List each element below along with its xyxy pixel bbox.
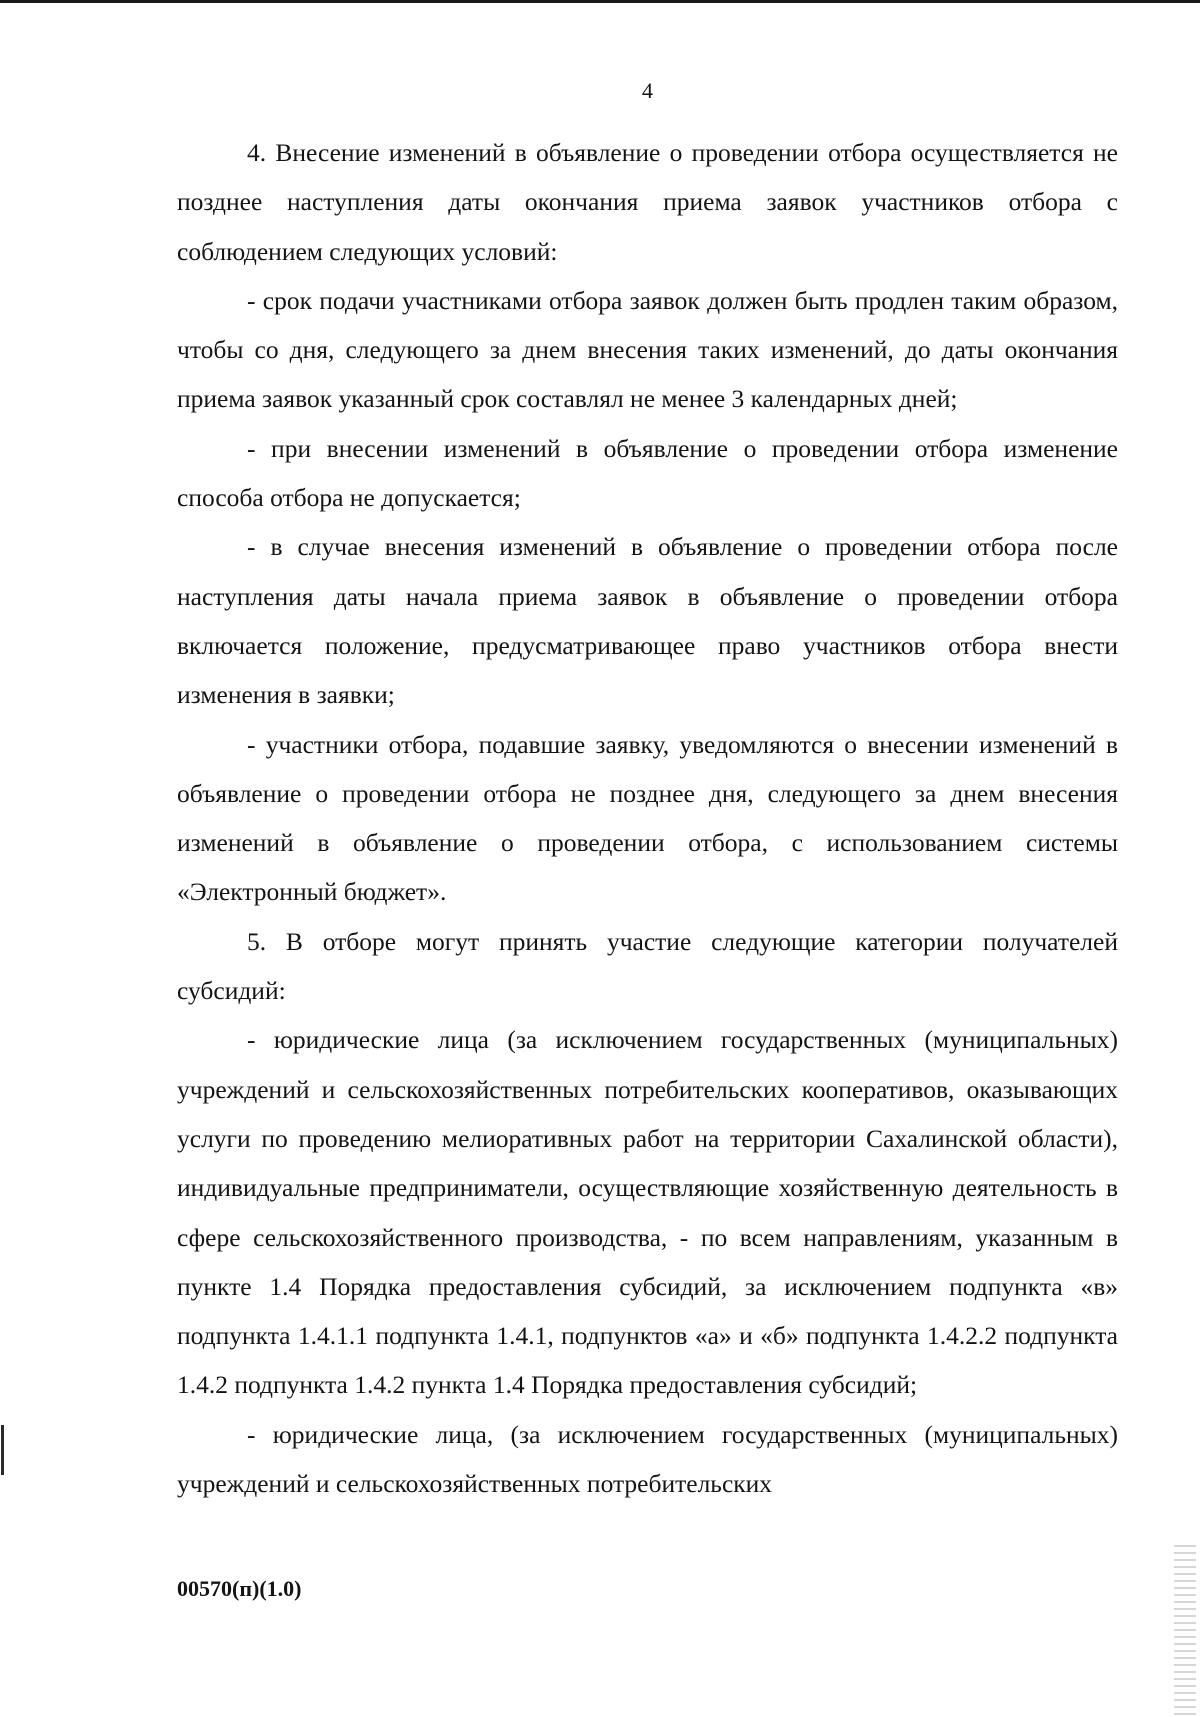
scan-artifact — [1174, 1545, 1196, 1715]
left-margin-mark — [1, 1425, 4, 1475]
paragraph-method-change: - при внесении изменений в объявление о проведении отбора изменение способа отбора не допускается; — [177, 433, 1118, 513]
paragraph-amendment-conditions: 4. Внесение изменений в объявление о проведении отбора осуществляется не позднее наступления даты окончания приема заявок участников отбора с соблюдением следующих условий: — [177, 138, 1118, 266]
paragraph-deadline-extension: - срок подачи участниками отбора заявок должен быть продлен таким образом, чтобы со дня, следующего за днем внесения таких изменений, до даты окончания приема заявок указанный срок составлял не менее 3 календарных дней; — [177, 285, 1118, 414]
document-code: 00570(п)(1.0) — [177, 1576, 302, 1601]
paragraph-recipient-categories: 5. В отборе могут принять участие следующие категории получателей субсидий: — [177, 926, 1118, 1006]
top-border-line — [0, 0, 1200, 3]
paragraph-legal-entities-first: - юридические лица (за исключением государственных (муниципальных) учреждений и сельскохозяйственных потребительских кооперативов, оказывающих услуги по проведению мелиоративных работ на территории Сахалинской области), индивидуальные предприниматели, осуществляющие хозяйственную деятельность в сфере сельскохозяйственного производства, - по всем направлениям, указанным в пункте 1.4 Порядка предоставления субсидий, за исключением подпункта «в» подпункта 1.4.1.1 подпункта 1.4.1, подпунктов «а» и «б» подпункта 1.4.2.2 подпункта 1.4.2 подпункта 1.4.2 пункта 1.4 Порядка предоставления субсидий; — [177, 1025, 1118, 1400]
page-number: 4 — [642, 78, 653, 103]
paragraph-legal-entities-second: - юридические лица, (за исключением государственных (муниципальных) учреждений и сельскохозяйственных потребительских — [177, 1419, 1118, 1499]
paragraph-participant-notification: - участники отбора, подавшие заявку, уведомляются о внесении изменений в объявление о проведении отбора не позднее дня, следующего за днем внесения изменений в объявление о проведении отбора, с использованием системы «Электронный бюджет». — [177, 729, 1118, 907]
document-body — [177, 128, 1118, 1508]
paragraph-application-changes: - в случае внесения изменений в объявление о проведении отбора после наступления даты начала приема заявок в объявление о проведении отбора включается положение, предусматривающее право участников отбора внести изменения в заявки; — [177, 532, 1118, 710]
